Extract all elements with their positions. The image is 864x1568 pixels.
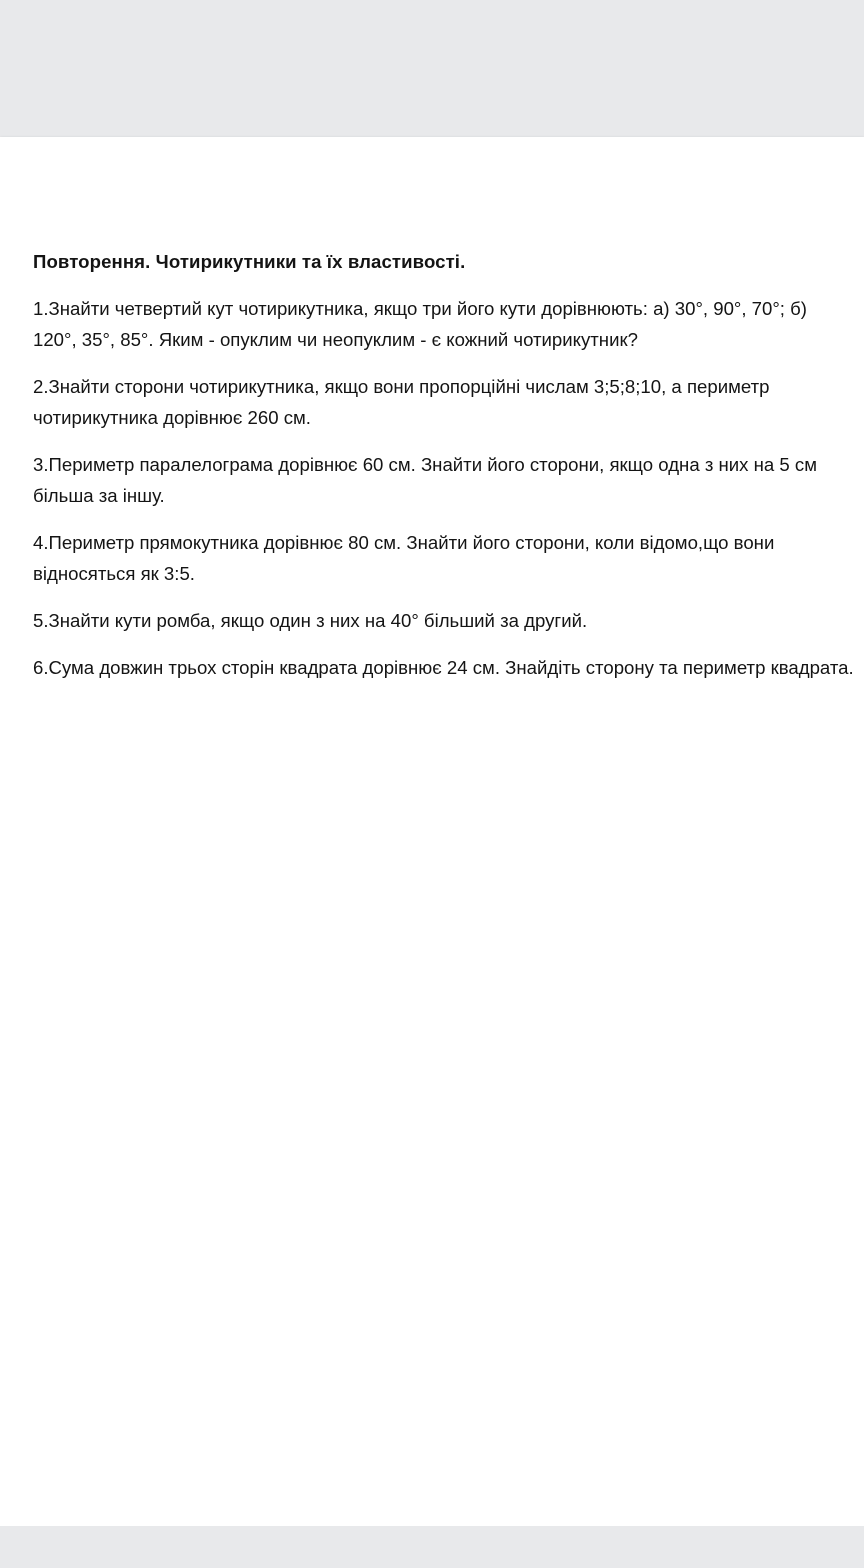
document-content bbox=[33, 246, 855, 699]
task-3: 3.Периметр паралелограма дорівнює 60 см. Знайти його сторони, якщо одна з них на 5 см більша за іншу. bbox=[33, 454, 817, 506]
document-page[interactable] bbox=[0, 137, 864, 1526]
task-6: 6.Сума довжин трьох сторін квадрата дорівнює 24 см. Знайдіть сторону та периметр квадрата. bbox=[33, 657, 854, 678]
document-title: Повторення. Чотирикутники та їх властивості. bbox=[33, 251, 466, 272]
viewer-top-background bbox=[0, 0, 864, 137]
task-1: 1.Знайти четвертий кут чотирикутника, якщо три його кути дорівнюють: а) 30°, 90°, 70°; б) 120°, 35°, 85°. Яким - опуклим чи неопуклим - є кожний чотирикутник? bbox=[33, 298, 807, 350]
task-2: 2.Знайти сторони чотирикутника, якщо вони пропорційні числам 3;5;8;10, а периметр чотирикутника дорівнює 260 см. bbox=[33, 376, 770, 428]
task-4: 4.Периметр прямокутника дорівнює 80 см. Знайти його сторони, коли відомо,що вони відносяться як 3:5. bbox=[33, 532, 775, 584]
task-5: 5.Знайти кути ромба, якщо один з них на 40° більший за другий. bbox=[33, 610, 588, 631]
viewer-bottom-background bbox=[0, 1526, 864, 1568]
